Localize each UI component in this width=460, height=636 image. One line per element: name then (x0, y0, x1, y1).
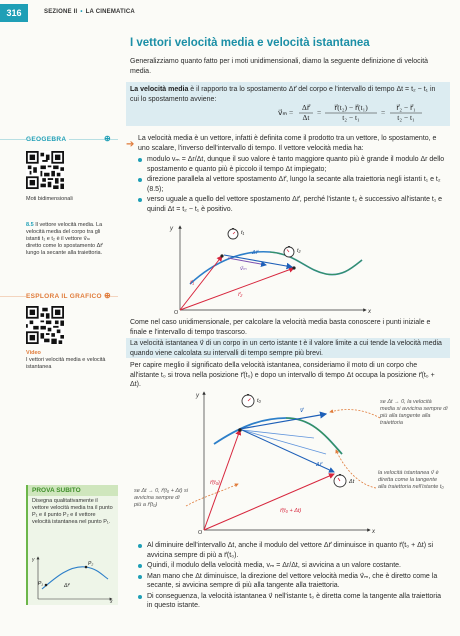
figure-average-velocity (166, 222, 376, 314)
label-delta-r: Δr⃗ (64, 583, 70, 589)
secant-2 (242, 430, 326, 454)
axis-y-label: y (32, 557, 35, 563)
axis-x-label: x (372, 529, 375, 534)
definition-box-2 (126, 338, 450, 358)
definition-box (126, 82, 450, 126)
label-v: v⃗ (300, 408, 304, 414)
annotation-tangent: se Δt → 0, la velocità media si avvicina sempre di più alla tangente alla traiettoria (380, 399, 448, 426)
trajectory-curve (42, 567, 108, 589)
origin-label: O (198, 530, 203, 534)
qr-code-video[interactable] (26, 306, 64, 344)
page-number: 316 (0, 4, 28, 22)
try-it-header: PROVA SUBITO (28, 485, 118, 496)
label-t0: t₀ (257, 398, 261, 404)
explore-graph-header: ESPLORA IL GRAFICO ⊕ (0, 291, 118, 302)
formula-f2-num: r⃗(t₂) − r⃗(t₁) (334, 103, 368, 112)
qr-code-geogebra[interactable] (26, 151, 64, 189)
label-r2: r⃗₂ (238, 292, 243, 298)
chapter-name: LA CINEMATICA (85, 9, 135, 15)
try-it-box (26, 485, 118, 605)
list-item: Al diminuire dell'intervallo Δt, anche il modulo del vettore Δr⃗ diminuisce in quanto r⃗(t₀ + Δt) si avvicina sempre di più a r⃗(t₀). (138, 541, 448, 560)
svg-text:=: = (317, 108, 322, 117)
stopwatch-icon-t2 (284, 246, 294, 257)
formula-f1-num: Δr⃗ (302, 103, 310, 112)
label-p2: P₂ (88, 561, 94, 567)
stopwatch-icon-t1 (228, 228, 238, 239)
trajectory-curve (190, 252, 362, 284)
limit-list (138, 541, 448, 612)
try-it-graph (32, 555, 116, 603)
annotation-instant: la velocità istantanea v⃗ è diretta come la tangente alla traiettoria nell'istante t₀ (378, 470, 444, 490)
try-it-text: Disegna qualitativamente il vettore velocità media tra il punto P₁ e il punto P₂ e il vettore velocità istantanea nel punto P₁. (32, 498, 113, 525)
arrow-icon: ➔ (126, 139, 135, 150)
explore-icon[interactable]: ⊕ (104, 291, 112, 300)
svg-text:=: = (381, 108, 386, 117)
video-caption: Video I vettori velocità media e velocità istantanea (26, 350, 106, 370)
label-t2: t₂ (297, 248, 301, 254)
list-item: Di conseguenza, la velocità istantanea v⃗ nell'istante t₀ è diretta come la tangente alla traiettoria in questo istante. (138, 592, 448, 611)
section-name: SEZIONE II (44, 9, 78, 15)
formula-f3-num: r⃗₂ − r⃗₁ (396, 103, 416, 112)
label-r-t0: r⃗(t₀) (210, 480, 220, 486)
point-t0 (238, 428, 242, 432)
intro-paragraph: Generalizziamo quanto fatto per i moti unidimensionali, diamo la seguente definizione di velocità media. (130, 58, 429, 75)
point-t1 (220, 254, 223, 257)
label-delta-r: Δr⃗ (316, 462, 322, 468)
vector-r2 (180, 268, 294, 310)
label-p1: P₁ (38, 581, 43, 587)
vector-r-t0-dt (204, 474, 334, 530)
point-t2 (292, 266, 295, 269)
label-r-t0-dt: r⃗(t₀ + Δt) (280, 508, 302, 514)
page-title: I vettori velocità media e velocità istantanea (130, 37, 370, 49)
formula-f1-den: Δt (302, 113, 310, 122)
properties-list (138, 155, 448, 215)
paragraph-vector: La velocità media è un vettore, infatti è definita come il prodotto tra un vettore, lo spostamento, e uno scalare, l'inverso dell'intervallo di tempo. Il vettore velocità media ha: (138, 135, 437, 152)
axis-y-label: y (196, 393, 199, 399)
secant-1 (242, 430, 314, 438)
vector-delta-r (224, 255, 292, 267)
annotation-arrow-left (186, 484, 238, 506)
average-velocity-formula (276, 103, 446, 123)
list-item: verso uguale a quello del vettore spostamento Δr⃗, perché l'istante t₂ è successivo all'istante t₁ e quindi Δt = t₂ − t₁ è positivo. (138, 195, 448, 214)
label-delta-r: Δr⃗ (252, 250, 258, 256)
list-item: modulo vₘ = Δr/Δt, dunque il suo valore è tanto maggiore quanto più è grande il modulo Δr dello spostamento e quanto più è piccolo il tempo Δt impiegato; (138, 155, 448, 174)
annotation-limit: se Δt → 0, r⃗(t₀ + Δt) si avvicina sempre di più a r⃗(t₀) (134, 488, 188, 508)
label-t1: t₁ (241, 230, 245, 236)
label-dt: Δt (349, 479, 355, 485)
definition-text: La velocità media è il rapporto tra lo spostamento Δr⃗ del corpo e l'intervallo di tempo Δt = t₂ − t₁ in cui lo spostamento avviene: (130, 86, 436, 103)
geogebra-icon[interactable]: ⊕ (104, 134, 112, 143)
formula-lhs: v⃗ₘ = (278, 108, 294, 117)
label-r1: r⃗₁ (190, 280, 194, 286)
annotation-arrow-top (330, 410, 380, 418)
paragraph-unidimensional: Come nel caso unidimensionale, per calcolare la velocità media basta conoscere i punti iniziale e finale e l'intervallo di tempo trascorso. (130, 319, 431, 336)
definition-instant: La velocità istantanea v⃗ di un corpo in un certo istante t è il valore limite a cui tende la velocità media quando viene calcolata su intervalli di tempo sempre più brevi. (130, 340, 442, 357)
axis-y-label: y (170, 226, 173, 232)
paragraph-instant: Per capire meglio il significato della velocità istantanea, consideriamo il moto di un corpo che all'istante t₀ si trova nella posizione r⃗(t₀) e dopo un intervallo di tempo Δt occupa la posizione r⃗(t₀ + Δt). (130, 362, 435, 388)
geogebra-header: GEOGEBRA ⊕ (0, 134, 118, 145)
list-item: Man mano che Δt diminuisce, la direzione del vettore velocità media v⃗ₘ, che è diretto come la secante, si avvicina sempre di più alla tangente alla traiettoria. (138, 572, 448, 591)
section-label: SEZIONE II • LA CINEMATICA (44, 9, 135, 15)
stopwatch-icon-dt (334, 474, 346, 487)
axis-x-label: x (368, 309, 371, 314)
label-vm: v⃗ₘ (240, 266, 247, 272)
figure-note: 8.5 Il vettore velocità media. La velocità media del corpo tra gli istanti t₁ e t₂ è il vettore v⃗ₘ diretto come lo spostamento Δr⃗ lungo la secante alla traiettoria. (26, 222, 103, 256)
origin-label: O (174, 310, 179, 314)
page-header (0, 0, 460, 26)
list-item: Quindi, il modulo della velocità media, vₘ = Δr/Δt, si avvicina a un valore costante. (138, 561, 448, 571)
list-item: direzione parallela al vettore spostamento Δr⃗, lungo la secante alla traiettoria negli istanti t₁ e t₂ (8.5); (138, 175, 448, 194)
stopwatch-icon-t0 (242, 394, 254, 407)
geogebra-caption: Moti bidimensionali (26, 196, 73, 202)
formula-f2-den: t₂ − t₁ (342, 113, 360, 122)
axis-x-label: x (110, 599, 113, 603)
formula-f3-den: t₂ − t₁ (397, 113, 415, 122)
